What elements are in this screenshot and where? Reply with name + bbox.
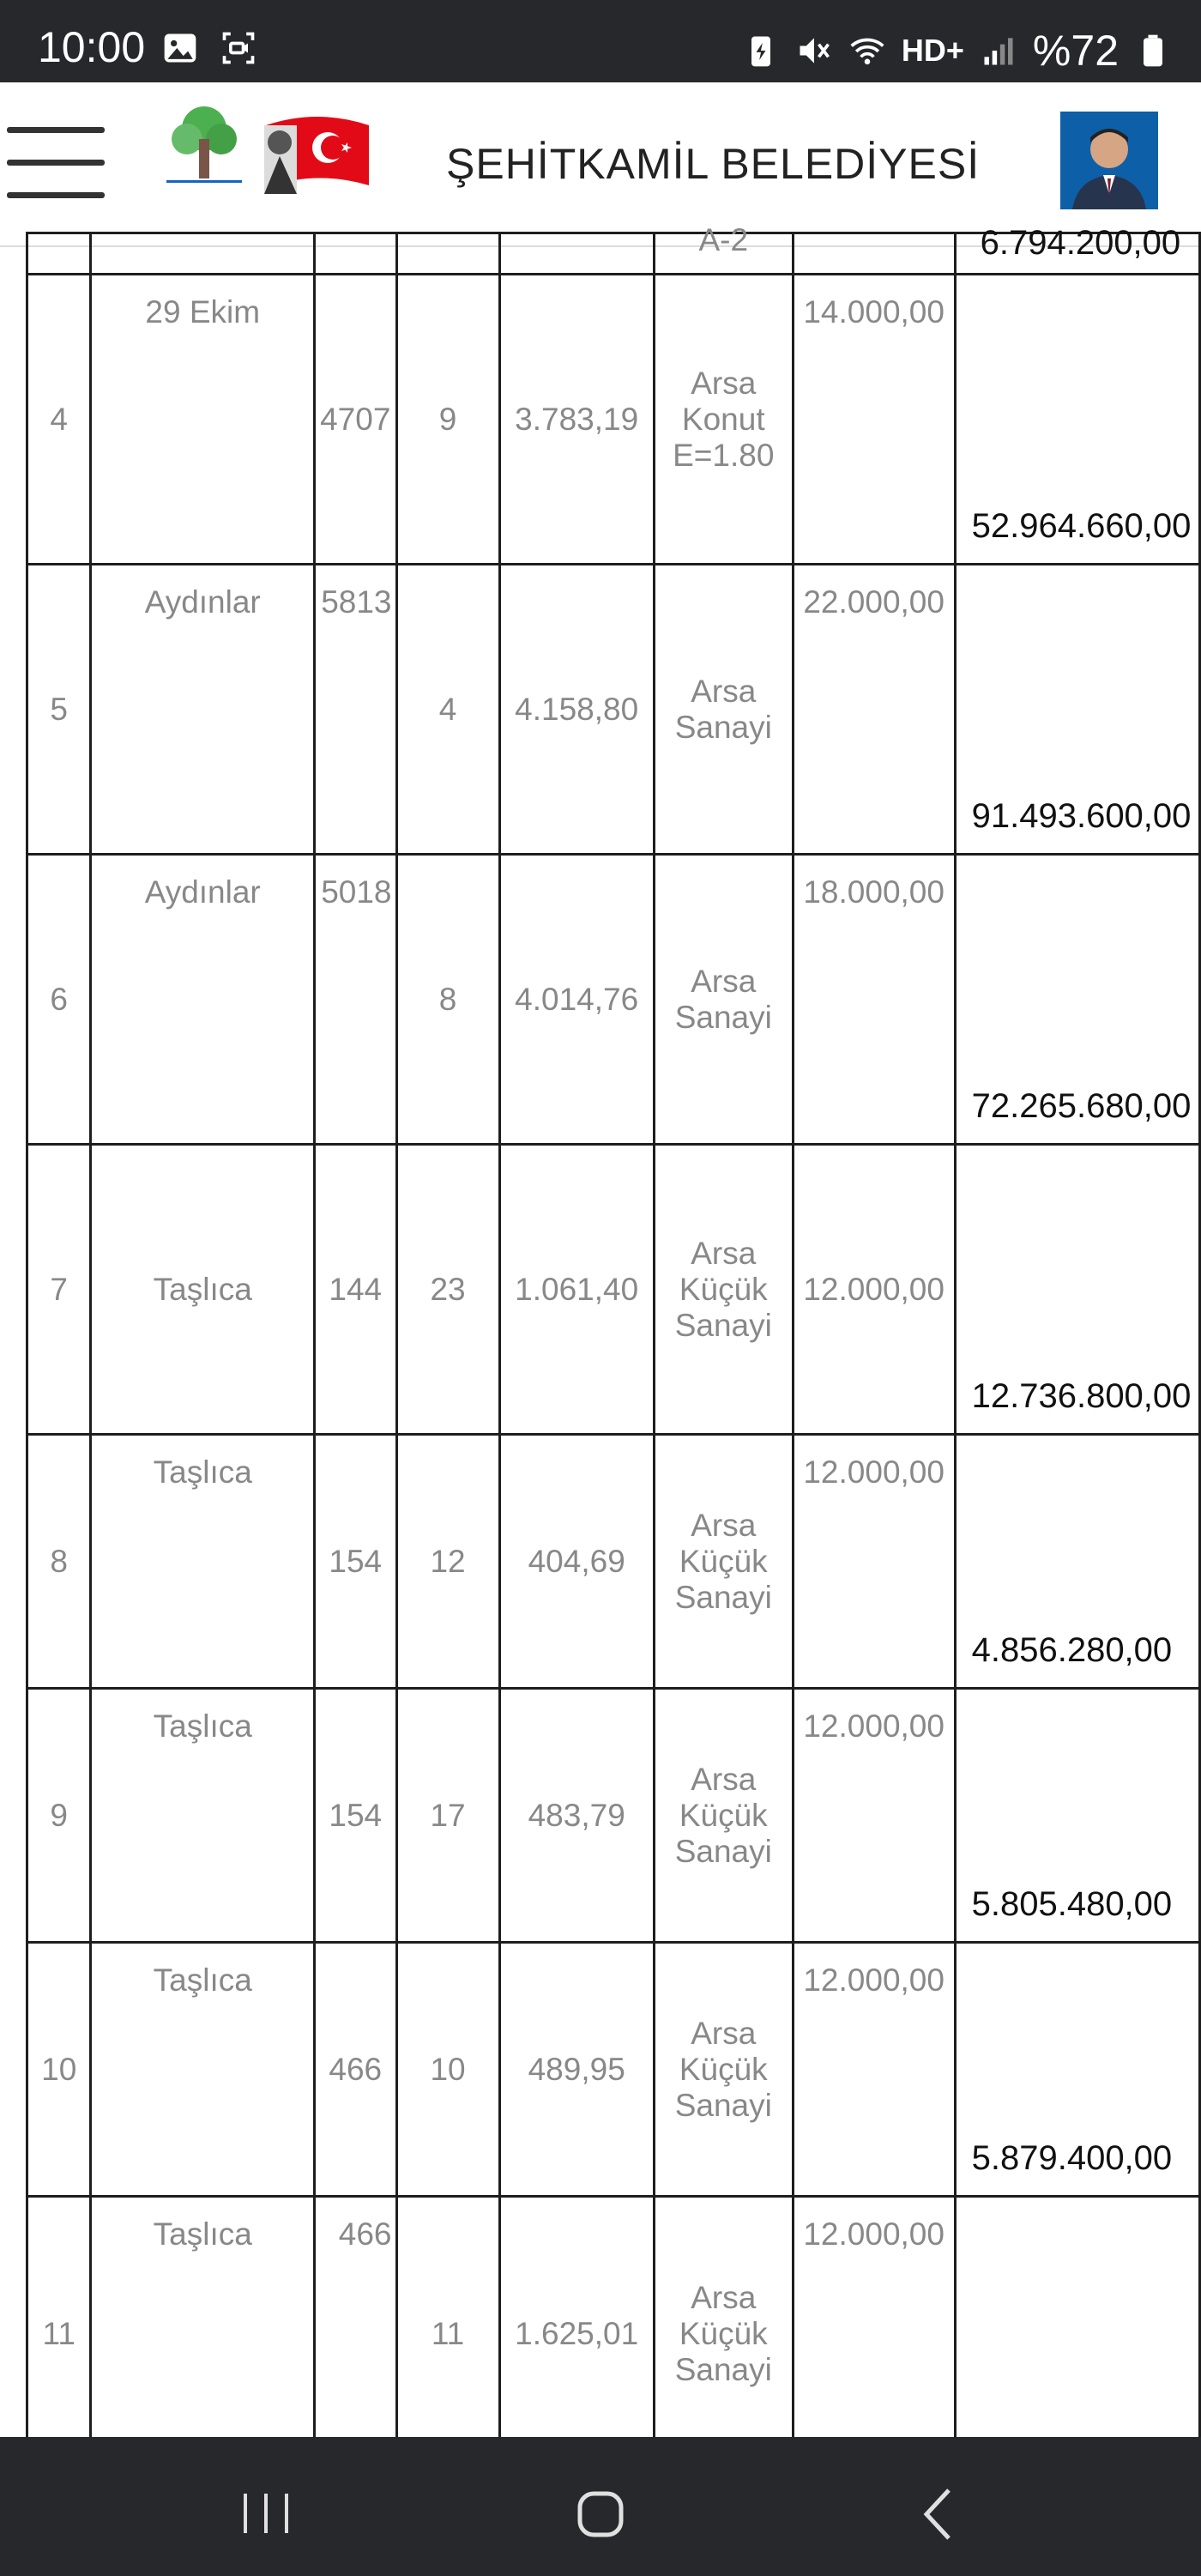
table-row <box>27 565 1200 855</box>
menu-icon[interactable] <box>7 127 105 201</box>
unit-price-cell: 12.000,00 <box>803 2216 945 2252</box>
kind-line: Sanayi <box>674 1579 772 1615</box>
amount-cell: 52.964.660,00 <box>971 507 1192 545</box>
table-row <box>27 1689 1200 1943</box>
wifi-icon <box>848 32 886 70</box>
table-row <box>27 1435 1200 1689</box>
kind-line: Arsa <box>691 2279 757 2315</box>
table-row <box>27 1943 1200 2197</box>
kind-line: Konut <box>681 401 765 437</box>
parsel-cell: 8 <box>438 981 457 1017</box>
property-table-viewport[interactable] <box>0 222 1201 2437</box>
kind-line: Küçük <box>679 2315 768 2351</box>
kind-line: Küçük <box>679 1271 768 1307</box>
back-icon[interactable] <box>878 2437 999 2576</box>
unit-price-cell: 12.000,00 <box>803 1962 945 1998</box>
kind-cell <box>655 366 792 474</box>
amount-cell: 72.265.680,00 <box>971 1087 1192 1125</box>
mahalle-cell: Aydınlar <box>144 584 261 620</box>
ada-cell: 154 <box>329 1543 383 1579</box>
row-number: 7 <box>50 1271 68 1307</box>
kind-line: Arsa <box>691 2015 757 2051</box>
signal-icon <box>980 32 1017 70</box>
parsel-cell: 11 <box>431 2315 465 2351</box>
parsel-cell: 4 <box>438 691 457 727</box>
kind-line: Küçük <box>679 1797 768 1833</box>
mahalle-cell: 29 Ekim <box>145 294 261 330</box>
kind-cell <box>655 1236 792 1344</box>
area-cell: 489,95 <box>528 2051 625 2087</box>
home-icon[interactable] <box>540 2437 661 2576</box>
mute-icon <box>795 32 833 70</box>
unit-price-cell: 12.000,00 <box>803 1271 945 1307</box>
parsel-cell: 9 <box>438 401 457 437</box>
kind-cell <box>655 964 792 1036</box>
kind-line: Arsa <box>691 1761 757 1797</box>
parsel-cell: 23 <box>430 1271 466 1307</box>
row-number: 5 <box>50 691 68 727</box>
parsel-cell: 12 <box>430 1543 466 1579</box>
amount-cell: 5.879.400,00 <box>971 2139 1173 2177</box>
ada-cell: 5018 <box>321 874 392 910</box>
area-cell: 3.783,19 <box>515 401 639 437</box>
recent-apps-icon[interactable] <box>206 2437 326 2576</box>
kind-cell: A-2 <box>698 222 749 257</box>
kind-line: E=1.80 <box>673 437 775 473</box>
kind-cell <box>655 1762 792 1870</box>
kind-line: Arsa <box>691 1235 757 1271</box>
kind-cell <box>655 674 792 746</box>
mahalle-cell: Aydınlar <box>144 874 261 910</box>
site-title: ŞEHİTKAMİL BELEDİYESİ <box>446 140 981 188</box>
unit-price-cell: 12.000,00 <box>803 1454 945 1490</box>
amount-cell: 4.856.280,00 <box>971 1631 1173 1669</box>
area-cell: 1.625,01 <box>515 2315 639 2351</box>
kind-cell <box>655 2280 792 2388</box>
kind-line: Küçük <box>679 2051 768 2087</box>
kind-line: Sanayi <box>674 2087 772 2123</box>
screen-record-icon <box>220 29 257 67</box>
kind-line: Sanayi <box>674 1307 772 1343</box>
table-row-partial <box>27 233 1200 275</box>
kind-cell <box>655 1508 792 1616</box>
status-time: 10:00 <box>38 23 146 71</box>
hd-plus-icon: HD+ <box>901 33 964 68</box>
battery-percent: %72 <box>1032 27 1119 75</box>
ada-cell: 466 <box>338 2216 392 2252</box>
row-number: 8 <box>50 1543 68 1579</box>
kind-line: Sanayi <box>674 1833 772 1869</box>
area-cell: 1.061,40 <box>515 1271 639 1307</box>
table-row <box>27 1145 1200 1435</box>
kind-line: Arsa <box>691 673 757 709</box>
parsel-cell: 17 <box>430 1797 466 1833</box>
gallery-icon <box>161 29 199 67</box>
row-number: 6 <box>50 981 68 1017</box>
battery-saver-icon <box>742 32 780 70</box>
row-number: 9 <box>50 1797 68 1833</box>
area-cell: 4.158,80 <box>515 691 639 727</box>
row-number: 4 <box>50 401 68 437</box>
mahalle-cell: Taşlıca <box>153 1271 252 1307</box>
battery-icon <box>1134 32 1172 70</box>
mayor-avatar[interactable] <box>1060 112 1158 209</box>
municipality-logo[interactable] <box>160 105 249 208</box>
kind-line: Sanayi <box>674 2351 772 2387</box>
amount-cell: 5.805.480,00 <box>971 1885 1173 1923</box>
app-header <box>0 82 1201 247</box>
kind-cell <box>655 2016 792 2124</box>
kind-line: Sanayi <box>674 999 772 1035</box>
mahalle-cell: Taşlıca <box>153 2216 252 2252</box>
row-number: 11 <box>42 2315 75 2351</box>
kind-line: Arsa <box>691 1507 757 1543</box>
unit-price-cell: 22.000,00 <box>803 584 945 620</box>
table-row <box>27 275 1200 565</box>
unit-price-cell: 12.000,00 <box>803 1708 945 1744</box>
amount-cell: 12.736.800,00 <box>971 1377 1192 1415</box>
unit-price-cell: 18.000,00 <box>803 874 945 910</box>
ada-cell: 5813 <box>321 584 392 620</box>
unit-price-cell: 14.000,00 <box>803 294 945 330</box>
mahalle-cell: Taşlıca <box>153 1454 252 1490</box>
row-number: 10 <box>41 2051 77 2087</box>
navigation-bar <box>0 2437 1201 2576</box>
ada-cell: 466 <box>329 2051 383 2087</box>
turkish-flag <box>257 108 374 197</box>
area-cell: 404,69 <box>528 1543 625 1579</box>
table-row <box>27 2197 1200 2471</box>
kind-line: Arsa <box>691 963 757 999</box>
amount-cell: 6.794.200,00 <box>980 224 1181 262</box>
kind-line: Sanayi <box>674 709 772 745</box>
mahalle-cell: Taşlıca <box>153 1962 252 1998</box>
kind-line: Küçük <box>679 1543 768 1579</box>
area-cell: 483,79 <box>528 1797 625 1833</box>
property-table <box>26 222 1201 2472</box>
table-row <box>27 855 1200 1145</box>
ada-cell: 144 <box>329 1271 383 1307</box>
mahalle-cell: Taşlıca <box>153 1708 252 1744</box>
amount-cell: 91.493.600,00 <box>971 797 1192 835</box>
ada-cell: 154 <box>329 1797 383 1833</box>
kind-line: Arsa <box>691 365 757 401</box>
status-bar <box>0 0 1201 82</box>
parsel-cell: 10 <box>430 2051 466 2087</box>
area-cell: 4.014,76 <box>515 981 639 1017</box>
ada-cell: 4707 <box>320 401 391 437</box>
